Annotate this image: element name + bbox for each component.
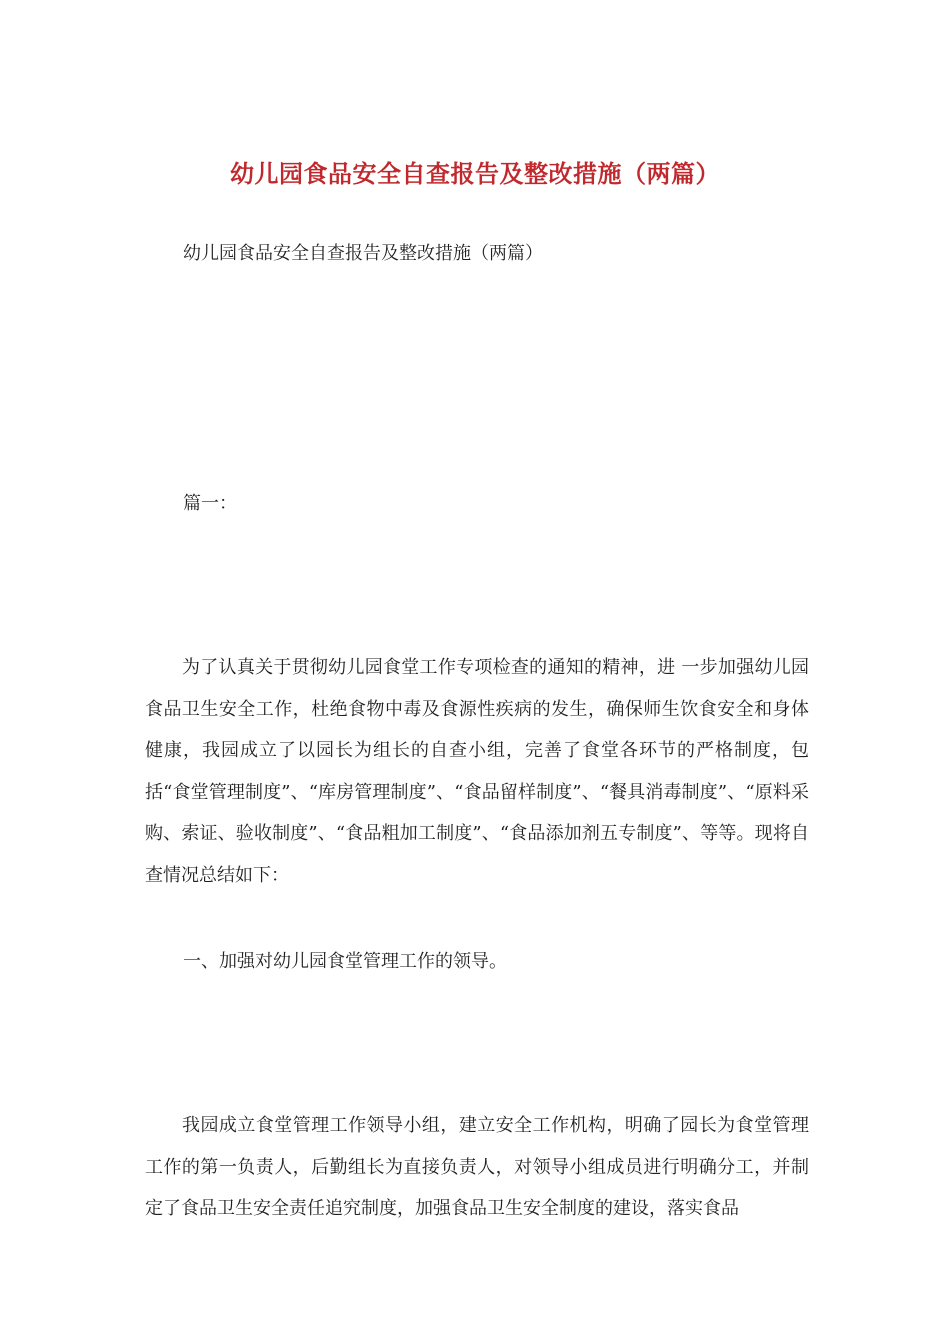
document-subtitle: 幼儿园食品安全自查报告及整改措施（两篇）	[183, 243, 543, 264]
part-one-label: 篇一：	[183, 493, 237, 514]
section-heading-1: 一、加强对幼儿园食堂管理工作的领导。	[183, 951, 507, 972]
intro-paragraph: 为了认真关于贯彻幼儿园食堂工作专项检查的通知的精神，进 一步加强幼儿园食品卫生安全工作，杜绝食物中毒及食源性疾病的发生，确保师生饮食安全和身体健康，我园成立了以园长为组长的自查小组，完善了食堂各环节的严格制度，包括“食堂管理制度”、“库房管理制度”、“食品留样制度”、“餐具消毒制度”、“原料采购、索证、验收制度”、“食品粗加工制度”、“食品添加剂五专制度”、等等。现将自查情况总结如下：	[145, 657, 809, 886]
section-1-paragraph: 我园成立食堂管理工作领导小组，建立安全工作机构，明确了园长为食堂管理工作的第一负责人，后勤组长为直接负责人，对领导小组成员进行明确分工，并制定了食品卫生安全责任追究制度，加强食品卫生安全制度的建设，落实食品	[145, 1115, 809, 1219]
document-title: 幼儿园食品安全自查报告及整改措施（两篇）	[230, 159, 720, 188]
